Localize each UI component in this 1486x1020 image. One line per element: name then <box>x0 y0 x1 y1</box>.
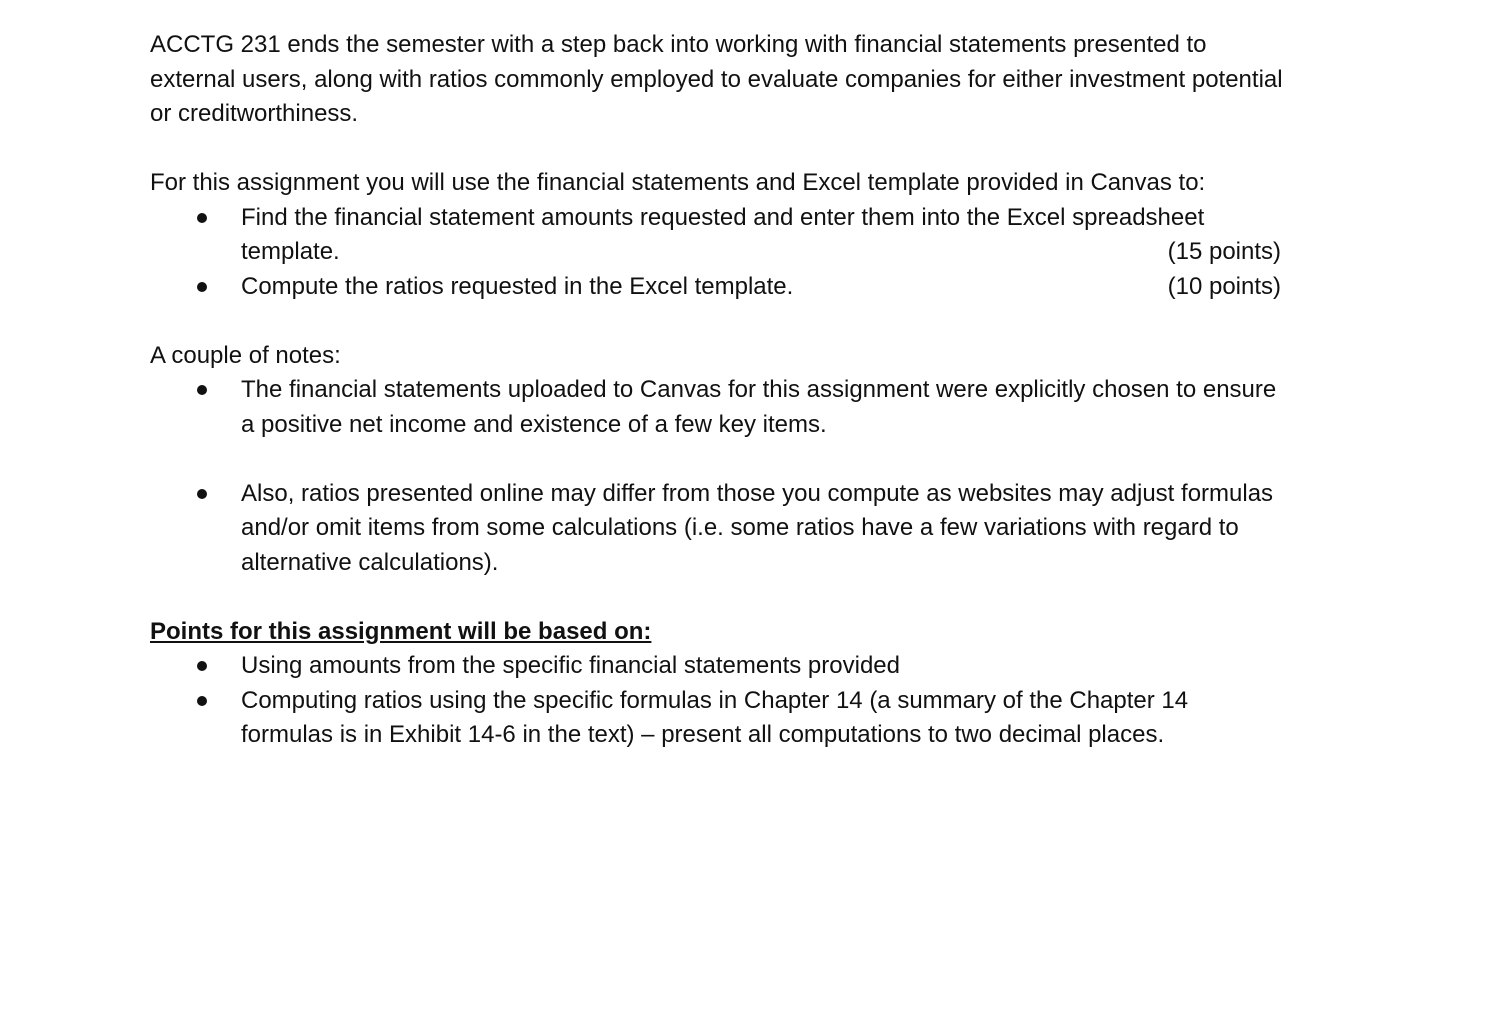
assignment-item-text: Compute the ratios requested in the Excel template. <box>241 272 794 300</box>
assignment-item-points-row <box>241 235 1281 270</box>
grading-list <box>150 649 1350 753</box>
assignment-item-text-cont: template. <box>241 238 340 265</box>
bullet-icon <box>197 385 207 395</box>
spacer <box>150 304 1350 339</box>
assignment-item-amounts <box>150 201 1350 270</box>
grading-item <box>150 684 1350 753</box>
grading-text: Using amounts from the specific financial statements provided <box>241 652 900 679</box>
spacer <box>150 132 1350 167</box>
bullet-icon <box>197 282 207 292</box>
assignment-list <box>150 201 1350 305</box>
note-item <box>150 477 1350 581</box>
assignment-lead: For this assignment you will use the financial statements and Excel template provided in Canvas to: <box>150 169 1206 196</box>
notes-list <box>150 373 1350 442</box>
grading-item <box>150 649 1350 684</box>
assignment-item-text: Find the financial statement amounts requested and enter them into the Excel spreadsheet <box>241 203 1205 231</box>
spacer <box>150 580 1350 615</box>
grading-text: Computing ratios using the specific formulas in Chapter 14 (a summary of the Chapter 14 formulas is in Exhibit 14-6 in the text) – present all computations to two decimal places. <box>241 686 1189 748</box>
intro-paragraph: ACCTG 231 ends the semester with a step back into working with financial statements presented to external users, along with ratios commonly employed to evaluate companies for either investment potential or creditworthiness. <box>150 31 1283 127</box>
note-text: The financial statements uploaded to Canvas for this assignment were explicitly chosen to ensure a positive net income and existence of a few key items. <box>241 376 1277 438</box>
spacer <box>150 442 1350 477</box>
points-badge: (10 points) <box>1167 272 1281 300</box>
assignment-item-ratios <box>150 270 1350 305</box>
document-page <box>150 28 1350 753</box>
note-text: Also, ratios presented online may differ from those you compute as websites may adjust formulas and/or omit items from some calculations (i.e. some ratios have a few variations with regard to alternative calculations). <box>241 479 1274 576</box>
grading-heading: Points for this assignment will be based on: <box>150 617 652 645</box>
bullet-icon <box>197 489 207 499</box>
notes-list-cont <box>150 477 1350 581</box>
bullet-icon <box>197 696 207 706</box>
bullet-icon <box>197 213 207 223</box>
notes-lead: A couple of notes: <box>150 341 341 369</box>
points-badge: (15 points) <box>1167 238 1281 265</box>
note-item <box>150 373 1350 442</box>
assignment-item-points-row <box>241 270 1281 305</box>
bullet-icon <box>197 661 207 671</box>
